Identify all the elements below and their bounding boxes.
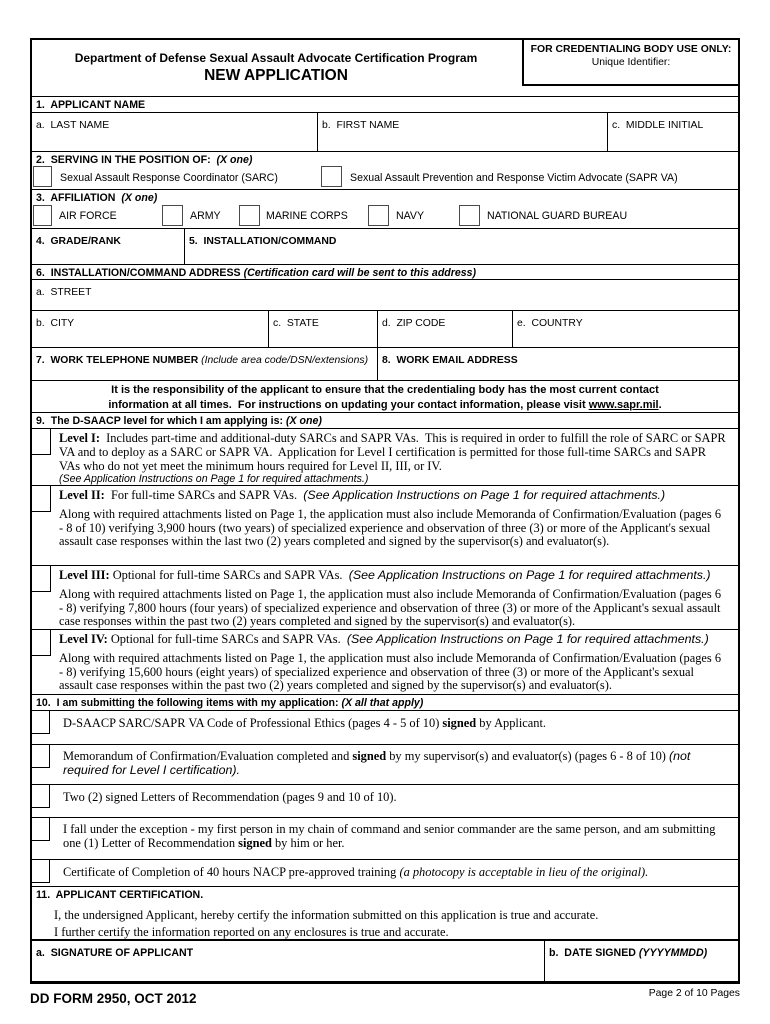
- signature-cell: [32, 941, 544, 981]
- certification-line2: I further certify the information reported on any enclosures is true and accurate.: [54, 924, 449, 939]
- section1-header: 1. APPLICANT NAME: [32, 96, 738, 112]
- date-signed-label: b. DATE SIGNED (YYYYMMDD): [549, 947, 708, 959]
- navy-label: NAVY: [396, 210, 425, 222]
- checkbox-air-force[interactable]: [33, 205, 52, 226]
- sarc-label: Sexual Assault Response Coordinator (SARC): [60, 171, 278, 184]
- form-title: NEW APPLICATION: [204, 67, 348, 84]
- middle-initial-input[interactable]: [608, 128, 738, 151]
- country-cell: [512, 311, 738, 347]
- checkbox-sarc[interactable]: [33, 166, 52, 187]
- section11-header: 11. APPLICANT CERTIFICATION.: [32, 886, 738, 903]
- phone-input[interactable]: [32, 363, 377, 380]
- street-row: [32, 279, 738, 310]
- item-letters-text: Two (2) signed Letters of Recommendation (pages 9 and 10 of 10).: [63, 790, 397, 804]
- section6-header: 6. INSTALLATION/COMMAND ADDRESS (Certification card will be sent to this address): [32, 264, 738, 279]
- level-iii-block: [32, 565, 738, 629]
- option-marine-corps: [239, 204, 368, 228]
- street-input[interactable]: [32, 295, 738, 310]
- zip-input[interactable]: [378, 326, 512, 347]
- city-label: b. CITY: [36, 318, 75, 329]
- email-label: 8. WORK EMAIL ADDRESS: [382, 355, 518, 366]
- form-number: DD FORM 2950, OCT 2012: [30, 991, 197, 1006]
- item-ethics-row: [32, 710, 738, 744]
- applicant-name-row: [32, 112, 738, 151]
- credentialing-box: [522, 40, 738, 86]
- program-title: Department of Defense Sexual Assault Advocate Certification Program: [74, 51, 478, 65]
- level-iii-text: Level III: Optional for full-time SARCs and SAPR VAs. (See Application Instructions on Page 1 for required attachments.): [59, 568, 711, 582]
- installation-label: 5. INSTALLATION/COMMAND: [189, 236, 337, 247]
- option-sarc: [33, 166, 321, 189]
- item-exception-row: [32, 817, 738, 859]
- level-i-text: Level I: Includes part-time and additional-duty SARCs and SAPR VAs. This is required in order to fulfill the role of SARC or SAPR VA and to deploy as a SARC or SAPR VA. Application for Level I certification is permitted for those full-time SARCs and SAPR VAs who do not yet meet the minimum hours required for Level II, III, or IV.: [59, 431, 729, 473]
- city-input[interactable]: [32, 326, 268, 347]
- certification-text: [32, 903, 738, 939]
- item-memorandum-row: [32, 744, 738, 784]
- item-exception-text: I fall under the exception - my first person in my chain of command and senior commander are the same person, and am submitting one (1) Letter of Recommendation signed by him or her.: [63, 822, 719, 850]
- level-ii-block: [32, 485, 738, 565]
- section9-header: 9. The D-SAACP level for which I am applying is: (X one): [32, 412, 738, 428]
- item-letters-row: [32, 784, 738, 817]
- section10-header: 10. I am submitting the following items with my application: (X all that apply): [32, 694, 738, 710]
- section2-header: 2. SERVING IN THE POSITION OF: (X one): [32, 151, 738, 166]
- section2-options: [32, 166, 738, 189]
- checkbox-level-i[interactable]: [32, 428, 51, 455]
- signature-row: [32, 939, 738, 981]
- zip-label: d. ZIP CODE: [382, 318, 446, 329]
- checkbox-item-ethics[interactable]: [32, 710, 50, 734]
- checkbox-navy[interactable]: [368, 205, 389, 226]
- checkbox-level-iv[interactable]: [32, 629, 51, 656]
- section3-options: [32, 204, 738, 228]
- installation-cell: [184, 229, 738, 264]
- first-name-cell: [317, 113, 607, 151]
- first-name-input[interactable]: [318, 128, 607, 151]
- item-certificate-row: [32, 859, 738, 886]
- checkbox-national-guard[interactable]: [459, 205, 480, 226]
- installation-input[interactable]: [185, 244, 738, 264]
- phone-email-row: [32, 347, 738, 380]
- state-input[interactable]: [269, 326, 377, 347]
- dd-form-2950: [30, 38, 740, 984]
- option-air-force: [33, 204, 162, 228]
- date-signed-cell: [544, 941, 738, 981]
- zip-cell: [377, 311, 512, 347]
- credentialing-label: FOR CREDENTIALING BODY USE ONLY:: [530, 44, 732, 55]
- first-name-label: b. FIRST NAME: [322, 120, 400, 131]
- phone-cell: [32, 348, 377, 380]
- sapr-va-label: Sexual Assault Prevention and Response Victim Advocate (SAPR VA): [350, 171, 678, 184]
- checkbox-item-certificate[interactable]: [32, 859, 50, 883]
- date-signed-input[interactable]: [545, 956, 738, 981]
- page-number: Page 2 of 10 Pages: [648, 988, 740, 999]
- grade-installation-row: [32, 228, 738, 264]
- middle-initial-label: c. MIDDLE INITIAL: [612, 120, 704, 131]
- email-cell: [377, 348, 738, 380]
- last-name-cell: [32, 113, 317, 151]
- country-label: e. COUNTRY: [517, 318, 583, 329]
- checkbox-item-letters[interactable]: [32, 784, 50, 808]
- grade-rank-label: 4. GRADE/RANK: [36, 236, 121, 247]
- form-title-block: [32, 40, 520, 96]
- item-ethics-text: D-SAACP SARC/SAPR VA Code of Professional Ethics (pages 4 - 5 of 10) signed by Applicant.: [63, 716, 547, 730]
- checkbox-marine-corps[interactable]: [239, 205, 260, 226]
- country-input[interactable]: [513, 326, 738, 347]
- option-navy: [368, 204, 459, 228]
- checkbox-item-exception[interactable]: [32, 817, 50, 841]
- army-label: ARMY: [190, 210, 221, 222]
- certification-line1: I, the undersigned Applicant, hereby certify the information submitted on this application is true and accurate.: [54, 908, 599, 922]
- phone-label: 7. WORK TELEPHONE NUMBER (Include area code/DSN/extensions): [36, 355, 369, 366]
- level-ii-text: Level II: For full-time SARCs and SAPR VAs. (See Application Instructions on Page 1 for required attachments.): [59, 488, 666, 502]
- contact-notice: [32, 380, 738, 412]
- checkbox-army[interactable]: [162, 205, 183, 226]
- item-memorandum-text: Memorandum of Confirmation/Evaluation completed and signed by my supervisor(s) and evaluator(s) (pages 6 - 8 of 10) (not required for Level I certification).: [63, 749, 694, 777]
- level-iv-text: Level IV: Optional for full-time SARCs and SAPR VAs. (See Application Instructions on Page 1 for required attachments.): [59, 632, 709, 646]
- level-iv-block: [32, 629, 738, 694]
- email-input[interactable]: [378, 363, 738, 380]
- level-ii-paragraph: Along with required attachments listed on Page 1, the application must also include Memoranda of Confirmation/Evaluation (pages 6 - 8 of 10) verifying 3,900 hours (two years) of specialized experience and observation of three (3) or more of the Applicant's sexual assault case responses within the last two (2) years completed and signed by the supervisor(s) and evaluator(s).: [59, 506, 725, 549]
- grade-rank-cell: [32, 229, 184, 264]
- last-name-input[interactable]: [32, 128, 317, 151]
- level-iii-paragraph: Along with required attachments listed on Page 1, the application must also include Memoranda of Confirmation/Evaluation (pages 6 - 8) verifying 7,800 hours (four years) of specialized experience and observation of three (3) or more of the Applicant's sexual assault case responses within the past two (2) years completed and signed by the supervisor(s) and evaluator(s).: [59, 586, 725, 629]
- form-header: [32, 40, 738, 96]
- city-cell: [32, 311, 268, 347]
- unique-identifier-label: Unique Identifier:: [591, 57, 671, 68]
- checkbox-level-ii[interactable]: [32, 485, 51, 512]
- state-cell: [268, 311, 377, 347]
- checkbox-sapr-va[interactable]: [321, 166, 342, 187]
- option-army: [162, 204, 239, 228]
- section3-header: 3. AFFILIATION (X one): [32, 189, 738, 204]
- air-force-label: AIR FORCE: [59, 210, 117, 222]
- item-certificate-text: Certificate of Completion of 40 hours NACP pre-approved training (a photocopy is acceptable in lieu of the original).: [63, 865, 649, 879]
- signature-label: a. SIGNATURE OF APPLICANT: [36, 947, 194, 959]
- notice-line1: It is the responsibility of the applicant to ensure that the credentialing body has the most current contact: [111, 384, 659, 396]
- marine-corps-label: MARINE CORPS: [266, 210, 348, 222]
- option-national-guard: [459, 204, 738, 228]
- option-sapr-va: [321, 166, 678, 189]
- national-guard-label: NATIONAL GUARD BUREAU: [487, 210, 628, 222]
- level-i-instructions: (See Application Instructions on Page 1 for required attachments.): [59, 473, 369, 485]
- page-footer: [30, 988, 740, 1006]
- level-i-block: [32, 428, 738, 485]
- checkbox-item-memorandum[interactable]: [32, 744, 50, 768]
- street-cell: [32, 280, 738, 310]
- signature-input[interactable]: [32, 956, 544, 981]
- state-label: c. STATE: [273, 318, 319, 329]
- street-label: a. STREET: [36, 287, 92, 298]
- checkbox-level-iii[interactable]: [32, 565, 51, 592]
- middle-initial-cell: [607, 113, 738, 151]
- last-name-label: a. LAST NAME: [36, 120, 110, 131]
- notice-line2: information at all times. For instructions on updating your contact information, please visit www.sapr.mil.: [108, 399, 662, 411]
- city-state-zip-row: [32, 310, 738, 347]
- grade-rank-input[interactable]: [32, 244, 184, 264]
- level-iv-paragraph: Along with required attachments listed on Page 1, the application must also include Memoranda of Confirmation/Evaluation (pages 6 - 8) verifying 15,600 hours (eight years) of specialized experience and observation of three (3) or more of the Applicant's sexual assault case responses within the past two (2) years completed and signed by the supervisor(s) and evaluator(s).: [59, 650, 725, 693]
